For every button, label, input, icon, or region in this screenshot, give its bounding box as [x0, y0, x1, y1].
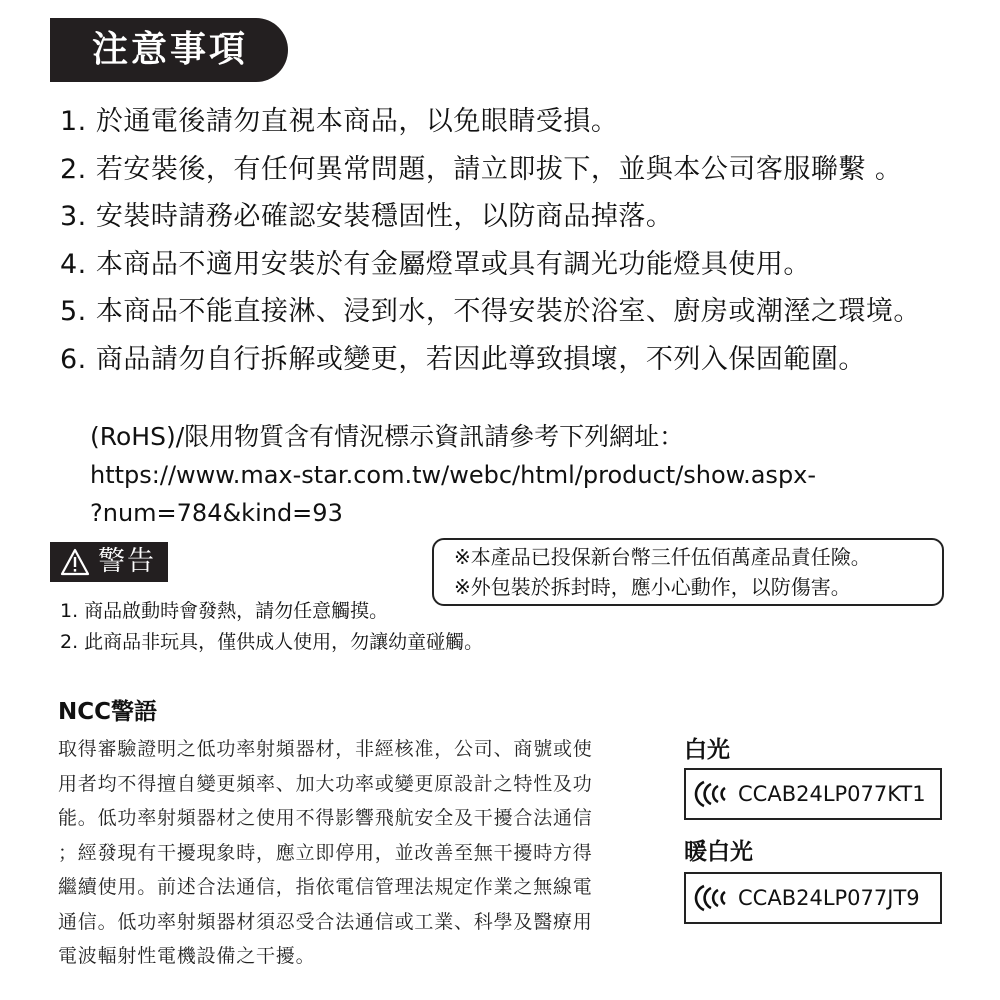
cert-code: CCAB24LP077KT1 [738, 782, 926, 806]
note-item: 6. 商品請勿自行拆解或變更，若因此導致損壞，不列入保固範圍。 [60, 343, 866, 375]
cert-box-warm-white [684, 872, 942, 924]
ncc-line: 用者均不得擅自變更頻率、加大功率或變更原設計之特性及功 [58, 772, 593, 795]
warning-item: 1. 商品啟動時會發熱，請勿任意觸摸。 [60, 600, 389, 622]
warning-list [60, 596, 483, 658]
rohs-url-line-1: https://www.max-star.com.tw/webc/html/product/show.aspx- [90, 461, 817, 489]
note-item: 2. 若安裝後，有任何異常問題，請立即拔下，並與本公司客服聯繫 。 [60, 153, 903, 185]
warning-label: 警告 [98, 546, 156, 577]
ncc-logo-icon [694, 778, 734, 810]
insurance-notice-box [432, 538, 944, 606]
notice-line: ※本產品已投保新台幣三仟伍佰萬產品責任險。 [454, 545, 871, 569]
rohs-block [90, 418, 816, 532]
ncc-statement [58, 732, 633, 974]
cert-code: CCAB24LP077JT9 [738, 886, 920, 910]
ncc-line: 通信。低功率射頻器材須忍受合法通信或工業、科學及醫療用 [58, 910, 593, 933]
ncc-line: 能。低功率射頻器材之使用不得影響飛航安全及干擾合法通信 [58, 807, 593, 829]
title-banner [50, 18, 288, 82]
ncc-line: 電波輻射性電機設備之干擾。 [58, 945, 316, 967]
note-item: 4. 本商品不適用安裝於有金屬燈罩或具有調光功能燈具使用。 [60, 248, 811, 280]
notes-list [60, 98, 921, 383]
note-item: 3. 安裝時請務必確認安裝穩固性，以防商品掉落。 [60, 201, 674, 232]
rohs-url-line-2: ?num=784&kind=93 [90, 499, 343, 527]
warning-triangle-icon [60, 548, 90, 576]
page-title: 注意事項 [92, 29, 249, 70]
rohs-text: (RoHS)/限用物質含有情況標示資訊請參考下列網址： [90, 422, 685, 451]
ncc-title: NCC警語 [58, 699, 158, 725]
ncc-line: 繼續使用。前述合法通信，指依電信管理法規定作業之無線電 [58, 876, 593, 898]
warning-item: 2. 此商品非玩具，僅供成人使用，勿讓幼童碰觸。 [60, 631, 484, 653]
cert-label-white: 白光 [684, 737, 730, 763]
cert-label-warm-white: 暖白光 [684, 839, 753, 865]
notice-line: ※外包裝於拆封時，應小心動作，以防傷害。 [454, 575, 851, 599]
warning-badge [50, 542, 168, 582]
cert-box-white [684, 768, 942, 820]
note-item: 1. 於通電後請勿直視本商品，以免眼睛受損。 [60, 106, 619, 137]
ncc-logo-icon [694, 882, 734, 914]
ncc-line: 取得審驗證明之低功率射頻器材，非經核准，公司、商號或使 [58, 738, 593, 760]
ncc-line: ；經發現有干擾現象時，應立即停用，並改善至無干擾時方得 [58, 841, 593, 864]
note-item: 5. 本商品不能直接淋、浸到水，不得安裝於浴室、廚房或潮溼之環境。 [60, 296, 921, 327]
